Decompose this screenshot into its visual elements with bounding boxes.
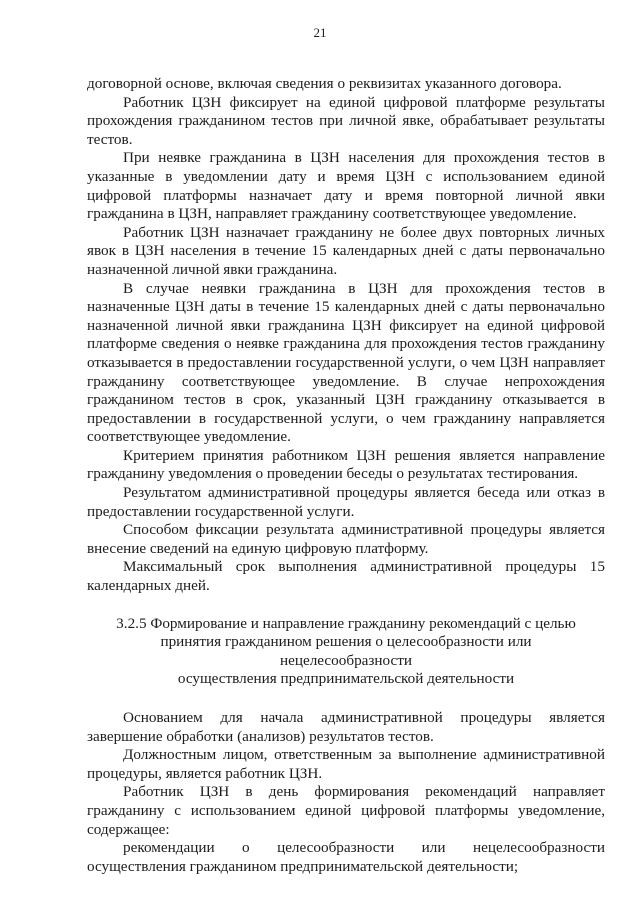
paragraph-recommendations-content: рекомендации о целесообразности или нецелесообразности осуществления гражданином предпринимательской деятельности; bbox=[87, 839, 605, 875]
paragraph-recommendations-notice: Работник ЦЗН в день формирования рекомендаций направляет гражданину с использованием единой цифровой платформы уведомление, содержащее: bbox=[87, 783, 605, 838]
section-heading-line: осуществления предпринимательской деятельности bbox=[177, 670, 515, 688]
paragraph-fixation-method: Способом фиксации результата административной процедуры является внесение сведений на единую цифровую платформу. bbox=[87, 521, 605, 557]
paragraph-refusal: В случае неявки гражданина в ЦЗН для прохождения тестов в назначенные ЦЗН даты в течение 15 календарных дней с даты первоначально назначенной личной явки гражданина ЦЗН фиксирует на единой цифровой платформе сведения о неявке гражданина для прохождения тестов гражданину отказывается в предоставлении государственной услуги, о чем ЦЗН направляет гражданину соответствующее уведомление. В случае непрохождения гражданином тестов в срок, указанный ЦЗН гражданину отказывается в предоставлении в государственной услуги, о чем гражданину направляется соответствующее уведомление. bbox=[87, 279, 605, 446]
section-heading-line: 3.2.5 Формирование и направление гражданину рекомендаций с целью bbox=[116, 614, 576, 632]
paragraph-responsible-official: Должностным лицом, ответственным за выполнение административной процедуры, является работник ЦЗН. bbox=[87, 746, 605, 782]
paragraph-criterion: Критерием принятия работником ЦЗН решения является направление гражданину уведомления о проведении беседы о результатах тестирования. bbox=[87, 446, 605, 483]
paragraph-max-term: Максимальный срок выполнения административной процедуры 15 календарных дней. bbox=[87, 558, 605, 595]
section-heading-line: принятия гражданином решения о целесообразности или нецелесообразности bbox=[160, 633, 532, 669]
document-body bbox=[87, 75, 605, 876]
section-heading bbox=[87, 615, 605, 689]
page-number: 21 bbox=[313, 25, 327, 40]
paragraph-result: Результатом административной процедуры является беседа или отказ в предоставлении государственной услуги. bbox=[87, 484, 605, 520]
paragraph-test-results: Работник ЦЗН фиксирует на единой цифровой платформе результаты прохождения гражданином тестов при личной явке, обрабатывает результаты тестов. bbox=[87, 93, 605, 148]
paragraph-contract-continuation: договорной основе, включая сведения о реквизитах указанного договора. bbox=[87, 75, 562, 92]
paragraph-repeat-visits: Работник ЦЗН назначает гражданину не более двух повторных личных явок в ЦЗН населения в течение 15 календарных дней с даты первоначально назначенной личной явки гражданина. bbox=[87, 223, 605, 278]
paragraph-basis: Основанием для начала административной процедуры является завершение обработки (анализов) результатов тестов. bbox=[87, 709, 605, 745]
paragraph-no-show: При неявке гражданина в ЦЗН населения для прохождения тестов в указанные в уведомлении дату и время ЦЗН с использованием единой цифровой платформы назначает дату и время повторной личной явки гражданина в ЦЗН, направляет гражданину соответствующее уведомление. bbox=[87, 149, 605, 223]
